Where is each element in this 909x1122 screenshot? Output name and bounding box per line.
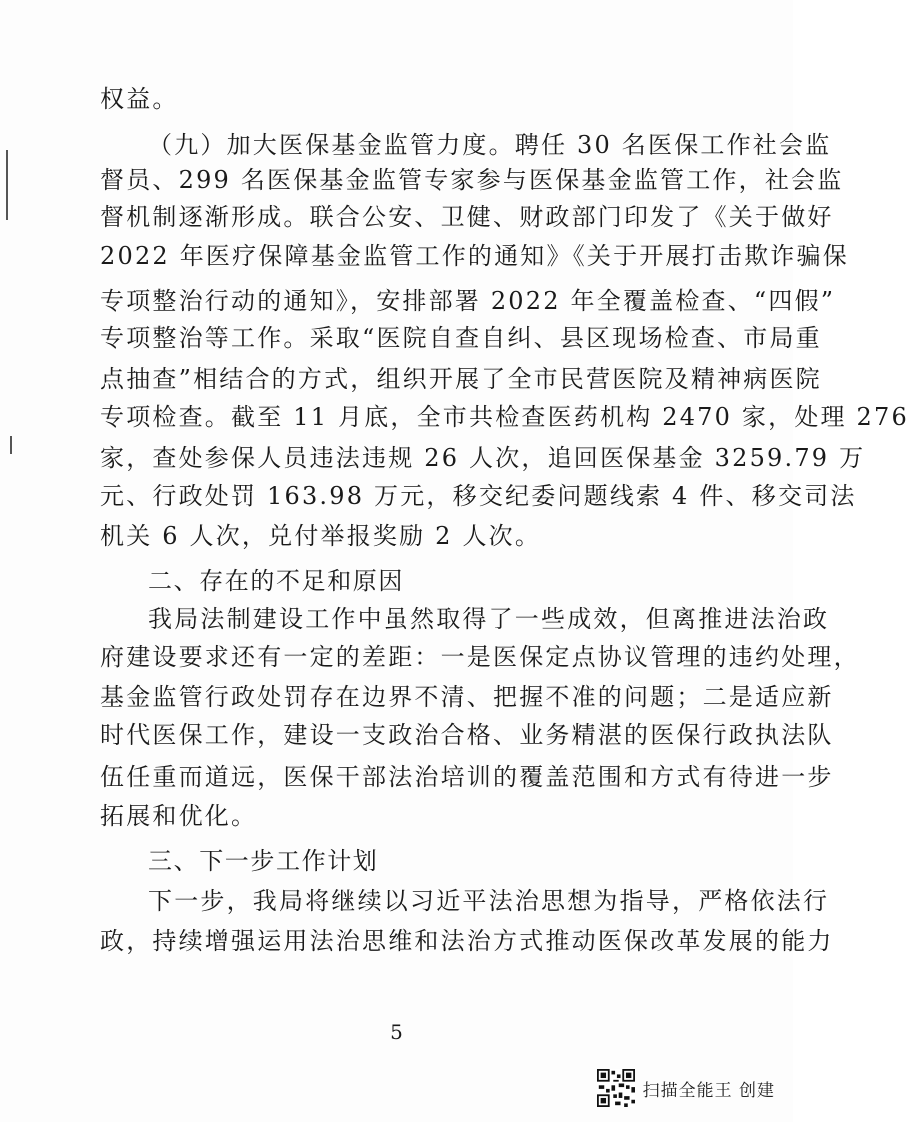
body-line: 专项检查。截至 11 月底，全市共检查医药机构 2470 家，处理 276 [100,403,909,431]
scanner-label: 扫描全能王 创建 [642,1080,775,1101]
scanner-watermark [597,1066,775,1110]
body-line: 2022 年医疗保障基金监管工作的通知》《关于开展打击欺诈骗保 [100,242,849,270]
body-line: 督员、299 名医保基金监管专家参与医保基金监管工作，社会监 [100,166,844,194]
section-paragraph-line: （九）加大医保基金监管力度。聘任 30 名医保工作社会监 [148,131,832,159]
body-line: 机关 6 人次，兑付举报奖励 2 人次。 [100,522,542,550]
scan-artifact [10,436,12,454]
section-heading: 三、下一步工作计划 [148,847,379,875]
body-line: 专项整治等工作。采取“医院自查自纠、县区现场检查、市局重 [100,324,822,352]
body-line: 督机制逐渐形成。联合公安、卫健、财政部门印发了《关于做好 [100,203,834,231]
page-number: 5 [390,1020,403,1044]
body-line: 拓展和优化。 [100,802,258,830]
body-line: 权益。 [100,85,179,113]
body-line: 下一步，我局将继续以习近平法治思想为指导，严格依法行 [148,887,830,915]
body-line: 伍任重而道远，医保干部法治培训的覆盖范围和方式有待进一步 [100,763,834,791]
body-line: 我局法制建设工作中虽然取得了一些成效，但离推进法治政 [148,605,830,633]
body-line: 点抽查”相结合的方式，组织开展了全市民营医院及精神病医院 [100,365,822,393]
body-line: 专项整治行动的通知》，安排部署 2022 年全覆盖检查、“四假” [100,287,836,315]
qr-code-icon [597,1069,635,1107]
body-line: 府建设要求还有一定的差距：一是医保定点协议管理的违约处理， [100,643,860,671]
body-line: 基金监管行政处罚存在边界不清、把握不准的问题；二是适应新 [100,683,834,711]
section-heading: 二、存在的不足和原因 [148,567,404,595]
body-line: 政，持续增强运用法治思维和法治方式推动医保改革发展的能力 [100,927,834,955]
body-line: 时代医保工作，建设一支政治合格、业务精湛的医保行政执法队 [100,721,834,749]
body-line: 元、行政处罚 163.98 万元，移交纪委问题线索 4 件、移交司法 [100,482,857,510]
body-line: 家，查处参保人员违法违规 26 人次，追回医保基金 3259.79 万 [100,444,866,472]
scan-artifact [6,150,8,220]
